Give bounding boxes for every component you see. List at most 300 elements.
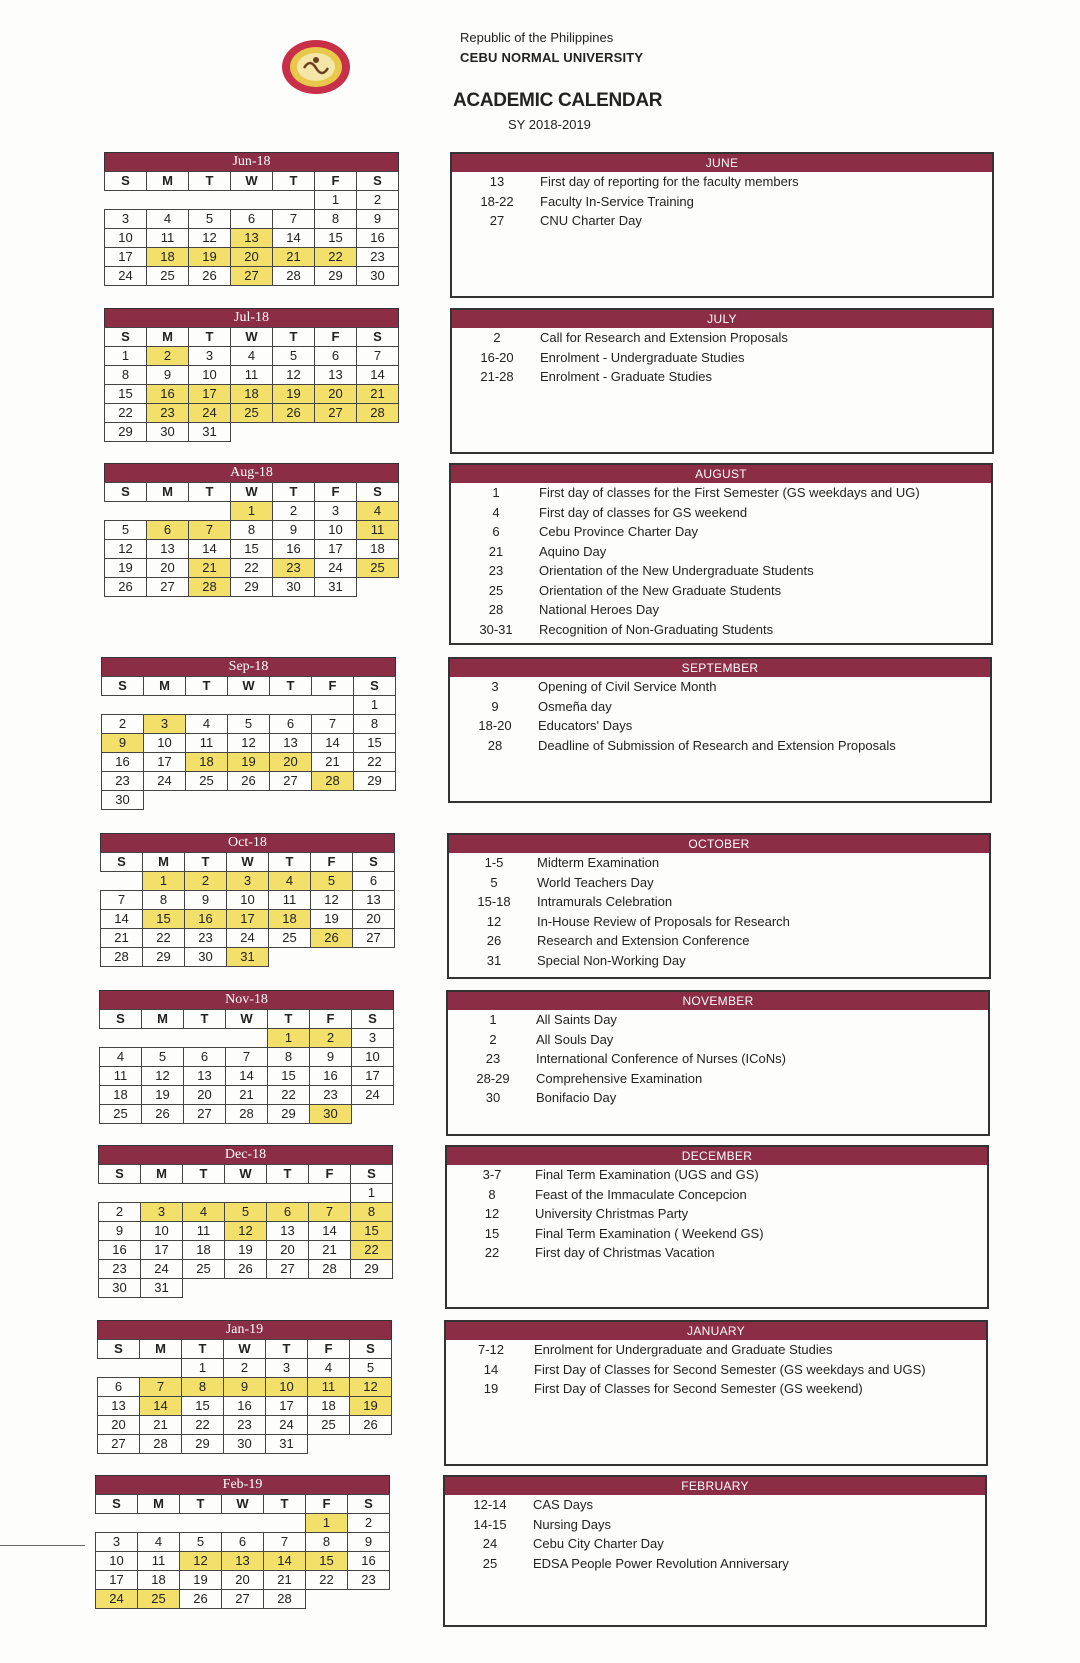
empty-day-cell bbox=[267, 1184, 309, 1203]
day-cell: 14 bbox=[226, 1067, 268, 1086]
event-date: 4 bbox=[492, 504, 500, 520]
day-cell: 9 bbox=[310, 1048, 352, 1067]
events-box bbox=[444, 1320, 988, 1466]
day-cell: 26 bbox=[142, 1105, 184, 1124]
event-row bbox=[445, 1495, 985, 1515]
event-row bbox=[449, 931, 989, 951]
day-cell: 27 bbox=[315, 404, 357, 423]
day-cell: 19 bbox=[189, 248, 231, 267]
day-cell: 7 bbox=[264, 1533, 306, 1552]
event-row bbox=[447, 1243, 987, 1263]
weekday-header: T bbox=[273, 172, 315, 191]
empty-day-cell bbox=[315, 423, 357, 442]
event-description: Faculty In-Service Training bbox=[540, 193, 694, 209]
day-cell: 6 bbox=[267, 1203, 309, 1222]
weekday-header: T bbox=[270, 677, 312, 696]
day-cell: 10 bbox=[144, 734, 186, 753]
day-cell: 21 bbox=[264, 1571, 306, 1590]
empty-day-cell bbox=[99, 1184, 141, 1203]
empty-day-cell bbox=[147, 191, 189, 210]
week-row bbox=[101, 948, 395, 967]
day-cell: 14 bbox=[189, 540, 231, 559]
weekday-header: S bbox=[350, 1340, 392, 1359]
day-cell: 24 bbox=[189, 404, 231, 423]
week-row bbox=[100, 1067, 394, 1086]
day-cell: 14 bbox=[312, 734, 354, 753]
event-date: 23 bbox=[485, 1051, 501, 1066]
day-cell: 23 bbox=[273, 559, 315, 578]
day-cell: 23 bbox=[102, 772, 144, 791]
day-cell: 1 bbox=[354, 696, 396, 715]
event-date: 21-28 bbox=[480, 369, 514, 384]
day-cell: 18 bbox=[308, 1397, 350, 1416]
day-cell: 24 bbox=[266, 1416, 308, 1435]
day-cell: 4 bbox=[183, 1203, 225, 1222]
empty-day-cell bbox=[351, 1279, 393, 1298]
day-cell: 9 bbox=[147, 366, 189, 385]
weekday-header: T bbox=[268, 1010, 310, 1029]
event-description: Nursing Days bbox=[533, 1516, 612, 1532]
day-cell: 4 bbox=[138, 1533, 180, 1552]
day-cell: 13 bbox=[231, 229, 273, 248]
day-cell: 22 bbox=[351, 1241, 393, 1260]
empty-day-cell bbox=[189, 191, 231, 210]
day-cell: 20 bbox=[231, 248, 273, 267]
weekday-header: T bbox=[189, 172, 231, 191]
event-description: Final Term Examination (UGS and GS) bbox=[535, 1167, 759, 1182]
weekday-header: M bbox=[144, 677, 186, 696]
day-cell: 9 bbox=[357, 210, 399, 229]
day-cell: 9 bbox=[273, 521, 315, 540]
weekday-header: S bbox=[98, 1340, 140, 1359]
day-cell: 3 bbox=[266, 1359, 308, 1378]
event-row bbox=[447, 1185, 987, 1205]
day-cell: 16 bbox=[310, 1067, 352, 1086]
week-row bbox=[102, 734, 396, 753]
event-row bbox=[452, 211, 992, 231]
event-description: CAS Days bbox=[533, 1497, 593, 1512]
event-date: 25 bbox=[482, 1555, 498, 1571]
day-cell: 14 bbox=[101, 910, 143, 929]
empty-day-cell bbox=[100, 1029, 142, 1048]
weekday-header: M bbox=[147, 328, 189, 347]
day-cell: 25 bbox=[147, 267, 189, 286]
day-cell: 3 bbox=[315, 502, 357, 521]
empty-day-cell bbox=[138, 1514, 180, 1533]
day-cell: 2 bbox=[224, 1359, 266, 1378]
week-row bbox=[102, 696, 396, 715]
day-cell: 27 bbox=[353, 929, 395, 948]
day-cell: 22 bbox=[354, 753, 396, 772]
day-cell: 31 bbox=[189, 423, 231, 442]
weekday-header: W bbox=[231, 172, 273, 191]
day-cell: 11 bbox=[231, 366, 273, 385]
event-row bbox=[451, 483, 991, 503]
event-date: 23 bbox=[488, 563, 504, 578]
week-row bbox=[105, 229, 399, 248]
day-cell: 8 bbox=[231, 521, 273, 540]
weekday-header: W bbox=[231, 328, 273, 347]
day-cell: 6 bbox=[231, 210, 273, 229]
day-cell: 23 bbox=[310, 1086, 352, 1105]
week-row bbox=[102, 772, 396, 791]
day-cell: 8 bbox=[268, 1048, 310, 1067]
day-cell: 27 bbox=[267, 1260, 309, 1279]
week-row bbox=[105, 347, 399, 366]
event-description: Feast of the Immaculate Concepcion bbox=[535, 1186, 747, 1202]
empty-day-cell bbox=[270, 791, 312, 810]
events-box bbox=[450, 152, 994, 298]
event-description: International Conference of Nurses (ICoNs) bbox=[536, 1051, 787, 1066]
week-row bbox=[105, 210, 399, 229]
events-box bbox=[449, 463, 993, 645]
day-cell: 16 bbox=[147, 385, 189, 404]
day-cell: 13 bbox=[147, 540, 189, 559]
week-row bbox=[99, 1260, 393, 1279]
day-cell: 16 bbox=[102, 753, 144, 772]
events-month-title: JULY bbox=[452, 310, 992, 328]
week-row bbox=[105, 248, 399, 267]
week-row bbox=[105, 191, 399, 210]
day-cell: 28 bbox=[189, 578, 231, 597]
week-row bbox=[105, 578, 399, 597]
day-cell: 8 bbox=[315, 210, 357, 229]
event-date: 24 bbox=[482, 1536, 498, 1551]
event-date: 18-22 bbox=[480, 193, 514, 209]
day-cell: 10 bbox=[315, 521, 357, 540]
day-cell: 20 bbox=[222, 1571, 264, 1590]
week-row bbox=[101, 872, 395, 891]
event-description: Deadline of Submission of Research and Extension Proposals bbox=[538, 737, 896, 753]
day-cell: 6 bbox=[270, 715, 312, 734]
week-row bbox=[99, 1184, 393, 1203]
day-cell: 11 bbox=[357, 521, 399, 540]
event-row bbox=[447, 1204, 987, 1224]
day-cell: 6 bbox=[222, 1533, 264, 1552]
empty-day-cell bbox=[101, 872, 143, 891]
empty-day-cell bbox=[226, 1029, 268, 1048]
event-date: 19 bbox=[483, 1381, 499, 1396]
day-cell: 30 bbox=[310, 1105, 352, 1124]
calendar-month-title: Dec-18 bbox=[98, 1145, 393, 1164]
event-row bbox=[447, 1224, 987, 1244]
weekday-header: W bbox=[225, 1165, 267, 1184]
event-date: 21 bbox=[488, 543, 504, 559]
day-cell: 25 bbox=[100, 1105, 142, 1124]
event-date: 1 bbox=[492, 485, 500, 500]
event-date: 14-15 bbox=[473, 1516, 507, 1532]
event-description: Enrolment - Undergraduate Studies bbox=[540, 349, 745, 365]
day-cell: 8 bbox=[351, 1203, 393, 1222]
calendar-grid bbox=[99, 1009, 394, 1124]
calendar-grid bbox=[100, 852, 395, 967]
day-cell: 29 bbox=[268, 1105, 310, 1124]
day-cell: 15 bbox=[306, 1552, 348, 1571]
day-cell: 24 bbox=[315, 559, 357, 578]
weekday-header: T bbox=[189, 328, 231, 347]
day-cell: 9 bbox=[99, 1222, 141, 1241]
event-description: Enrolment - Graduate Studies bbox=[540, 369, 712, 384]
day-cell: 12 bbox=[105, 540, 147, 559]
weekday-header: T bbox=[264, 1495, 306, 1514]
day-cell: 12 bbox=[142, 1067, 184, 1086]
empty-day-cell bbox=[353, 948, 395, 967]
empty-day-cell bbox=[312, 696, 354, 715]
day-cell: 8 bbox=[105, 366, 147, 385]
event-description: National Heroes Day bbox=[539, 602, 659, 617]
event-description: Enrolment for Undergraduate and Graduate Studies bbox=[534, 1342, 833, 1357]
empty-day-cell bbox=[309, 1279, 351, 1298]
day-cell: 26 bbox=[311, 929, 353, 948]
weekday-header: S bbox=[102, 677, 144, 696]
day-cell: 18 bbox=[100, 1086, 142, 1105]
weekday-header: T bbox=[189, 483, 231, 502]
week-row bbox=[100, 1105, 394, 1124]
event-date: 12 bbox=[484, 1206, 500, 1221]
day-cell: 19 bbox=[228, 753, 270, 772]
calendar-grid bbox=[97, 1339, 392, 1454]
day-cell: 25 bbox=[269, 929, 311, 948]
day-cell: 7 bbox=[140, 1378, 182, 1397]
empty-day-cell bbox=[189, 502, 231, 521]
day-cell: 2 bbox=[147, 347, 189, 366]
day-cell: 30 bbox=[224, 1435, 266, 1454]
event-row bbox=[449, 892, 989, 912]
day-cell: 13 bbox=[270, 734, 312, 753]
empty-day-cell bbox=[231, 423, 273, 442]
event-description: Cebu City Charter Day bbox=[533, 1536, 664, 1551]
day-cell: 22 bbox=[268, 1086, 310, 1105]
day-cell: 11 bbox=[138, 1552, 180, 1571]
day-cell: 14 bbox=[140, 1397, 182, 1416]
day-cell: 4 bbox=[186, 715, 228, 734]
day-cell: 12 bbox=[350, 1378, 392, 1397]
university-name: CEBU NORMAL UNIVERSITY bbox=[460, 50, 644, 65]
week-row bbox=[96, 1590, 390, 1609]
weekday-header: T bbox=[267, 1165, 309, 1184]
day-cell: 5 bbox=[228, 715, 270, 734]
weekday-header: W bbox=[228, 677, 270, 696]
empty-day-cell bbox=[354, 791, 396, 810]
week-row bbox=[99, 1241, 393, 1260]
event-date: 8 bbox=[488, 1186, 496, 1202]
event-row bbox=[450, 736, 990, 756]
weekday-header: S bbox=[96, 1495, 138, 1514]
day-cell: 3 bbox=[141, 1203, 183, 1222]
weekday-header: F bbox=[306, 1495, 348, 1514]
events-box bbox=[445, 1145, 989, 1309]
day-cell: 24 bbox=[105, 267, 147, 286]
day-cell: 29 bbox=[105, 423, 147, 442]
day-cell: 29 bbox=[143, 948, 185, 967]
day-cell: 3 bbox=[227, 872, 269, 891]
empty-day-cell bbox=[357, 423, 399, 442]
day-cell: 27 bbox=[184, 1105, 226, 1124]
empty-day-cell bbox=[105, 502, 147, 521]
events-month-title: FEBRUARY bbox=[445, 1477, 985, 1495]
event-row bbox=[452, 192, 992, 212]
day-cell: 31 bbox=[227, 948, 269, 967]
week-row bbox=[100, 1029, 394, 1048]
week-row bbox=[102, 715, 396, 734]
day-cell: 18 bbox=[186, 753, 228, 772]
event-row bbox=[449, 853, 989, 873]
empty-day-cell bbox=[309, 1184, 351, 1203]
day-cell: 10 bbox=[227, 891, 269, 910]
empty-day-cell bbox=[96, 1514, 138, 1533]
day-cell: 9 bbox=[185, 891, 227, 910]
day-cell: 23 bbox=[185, 929, 227, 948]
event-date: 26 bbox=[486, 933, 502, 948]
week-row bbox=[98, 1397, 392, 1416]
day-cell: 22 bbox=[182, 1416, 224, 1435]
week-row bbox=[98, 1378, 392, 1397]
day-cell: 22 bbox=[315, 248, 357, 267]
week-row bbox=[105, 267, 399, 286]
weekday-header: M bbox=[143, 853, 185, 872]
page-title: ACADEMIC CALENDAR bbox=[453, 90, 663, 111]
day-cell: 5 bbox=[311, 872, 353, 891]
day-cell: 25 bbox=[186, 772, 228, 791]
mini-calendar bbox=[97, 1320, 392, 1454]
day-cell: 2 bbox=[357, 191, 399, 210]
day-cell: 30 bbox=[273, 578, 315, 597]
day-cell: 18 bbox=[231, 385, 273, 404]
event-description: All Souls Day bbox=[536, 1031, 614, 1047]
weekday-header: M bbox=[141, 1165, 183, 1184]
day-cell: 12 bbox=[311, 891, 353, 910]
day-cell: 19 bbox=[350, 1397, 392, 1416]
weekday-header-row bbox=[99, 1165, 393, 1184]
weekday-header: W bbox=[227, 853, 269, 872]
day-cell: 28 bbox=[101, 948, 143, 967]
day-cell: 2 bbox=[102, 715, 144, 734]
day-cell: 2 bbox=[185, 872, 227, 891]
day-cell: 5 bbox=[273, 347, 315, 366]
day-cell: 9 bbox=[102, 734, 144, 753]
day-cell: 3 bbox=[144, 715, 186, 734]
event-date: 6 bbox=[492, 524, 500, 539]
weekday-header-row bbox=[105, 328, 399, 347]
day-cell: 25 bbox=[357, 559, 399, 578]
week-row bbox=[101, 929, 395, 948]
week-row bbox=[105, 423, 399, 442]
day-cell: 19 bbox=[105, 559, 147, 578]
margin-mark bbox=[0, 1545, 85, 1546]
week-row bbox=[105, 521, 399, 540]
day-cell: 14 bbox=[273, 229, 315, 248]
day-cell: 14 bbox=[264, 1552, 306, 1571]
day-cell: 25 bbox=[231, 404, 273, 423]
day-cell: 6 bbox=[353, 872, 395, 891]
day-cell: 12 bbox=[180, 1552, 222, 1571]
day-cell: 4 bbox=[100, 1048, 142, 1067]
calendar-grid bbox=[98, 1164, 393, 1298]
empty-day-cell bbox=[348, 1590, 390, 1609]
empty-day-cell bbox=[186, 791, 228, 810]
events-box bbox=[446, 990, 990, 1136]
weekday-header: W bbox=[222, 1495, 264, 1514]
week-row bbox=[99, 1203, 393, 1222]
event-date: 16-20 bbox=[480, 349, 514, 365]
event-row bbox=[451, 581, 991, 601]
day-cell: 10 bbox=[105, 229, 147, 248]
weekday-header: M bbox=[138, 1495, 180, 1514]
day-cell: 10 bbox=[352, 1048, 394, 1067]
day-cell: 20 bbox=[270, 753, 312, 772]
day-cell: 5 bbox=[105, 521, 147, 540]
event-description: First day of classes for GS weekend bbox=[539, 504, 748, 520]
weekday-header-row bbox=[98, 1340, 392, 1359]
day-cell: 28 bbox=[357, 404, 399, 423]
week-row bbox=[105, 540, 399, 559]
week-row bbox=[105, 385, 399, 404]
day-cell: 20 bbox=[267, 1241, 309, 1260]
event-date: 12 bbox=[486, 913, 502, 929]
empty-day-cell bbox=[225, 1279, 267, 1298]
weekday-header: S bbox=[105, 172, 147, 191]
day-cell: 21 bbox=[309, 1241, 351, 1260]
day-cell: 4 bbox=[308, 1359, 350, 1378]
weekday-header: M bbox=[140, 1340, 182, 1359]
day-cell: 24 bbox=[227, 929, 269, 948]
empty-day-cell bbox=[308, 1435, 350, 1454]
calendar-grid bbox=[104, 171, 399, 286]
week-row bbox=[102, 791, 396, 810]
day-cell: 4 bbox=[231, 347, 273, 366]
empty-day-cell bbox=[105, 191, 147, 210]
weekday-header: M bbox=[147, 483, 189, 502]
event-date: 15 bbox=[484, 1225, 500, 1241]
weekday-header-row bbox=[96, 1495, 390, 1514]
day-cell: 17 bbox=[315, 540, 357, 559]
events-month-title: JANUARY bbox=[446, 1322, 986, 1340]
event-date: 13 bbox=[489, 174, 505, 189]
day-cell: 29 bbox=[315, 267, 357, 286]
day-cell: 1 bbox=[306, 1514, 348, 1533]
empty-day-cell bbox=[142, 1029, 184, 1048]
day-cell: 23 bbox=[224, 1416, 266, 1435]
events-month-title: NOVEMBER bbox=[448, 992, 988, 1010]
weekday-header: M bbox=[142, 1010, 184, 1029]
day-cell: 15 bbox=[268, 1067, 310, 1086]
week-row bbox=[100, 1086, 394, 1105]
weekday-header: T bbox=[273, 328, 315, 347]
event-row bbox=[448, 1010, 988, 1030]
calendar-grid bbox=[101, 676, 396, 810]
event-description: First day of reporting for the faculty members bbox=[540, 174, 799, 189]
day-cell: 14 bbox=[309, 1222, 351, 1241]
weekday-header-row bbox=[105, 483, 399, 502]
weekday-header: F bbox=[315, 483, 357, 502]
day-cell: 30 bbox=[185, 948, 227, 967]
event-date: 18-20 bbox=[478, 718, 512, 733]
day-cell: 21 bbox=[140, 1416, 182, 1435]
day-cell: 11 bbox=[186, 734, 228, 753]
events-month-title: OCTOBER bbox=[449, 835, 989, 853]
day-cell: 6 bbox=[98, 1378, 140, 1397]
week-row bbox=[101, 891, 395, 910]
day-cell: 24 bbox=[144, 772, 186, 791]
empty-day-cell bbox=[228, 696, 270, 715]
weekday-header: S bbox=[354, 677, 396, 696]
day-cell: 1 bbox=[105, 347, 147, 366]
day-cell: 18 bbox=[138, 1571, 180, 1590]
event-description: Aquino Day bbox=[539, 543, 607, 559]
day-cell: 28 bbox=[273, 267, 315, 286]
day-cell: 26 bbox=[180, 1590, 222, 1609]
event-row bbox=[449, 912, 989, 932]
